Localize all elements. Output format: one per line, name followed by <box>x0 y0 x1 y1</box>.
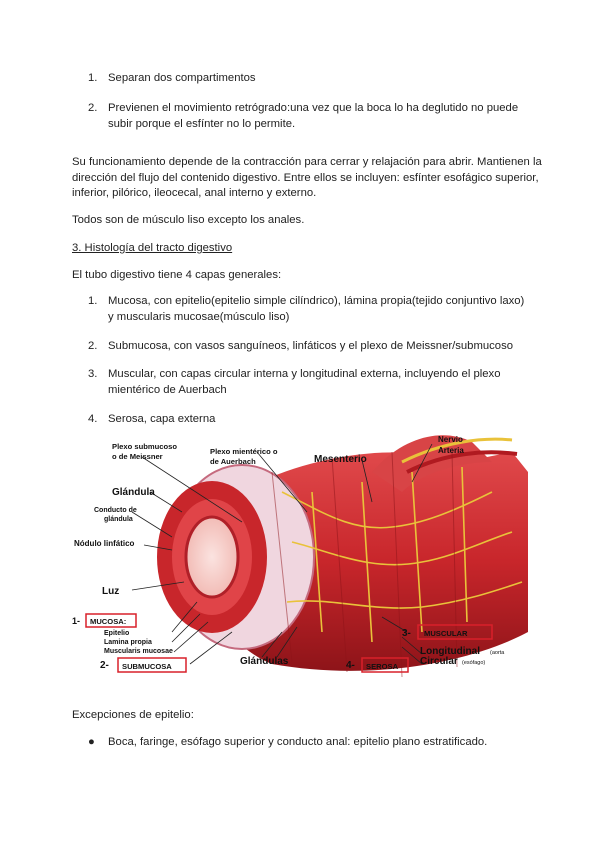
digestive-tract-figure <box>72 432 528 686</box>
label-lamina: Lamina propia <box>104 639 152 646</box>
serosa-number: 4- <box>346 660 355 671</box>
label-serosa: SEROSA <box>366 662 399 671</box>
label-plexo-mienterico-1: Plexo mientérico o <box>210 447 278 456</box>
label-mucosa: MUCOSA: <box>90 617 127 626</box>
list-text: Boca, faringe, esófago superior y conducto anal: epitelio plano estratificado. <box>108 736 488 748</box>
label-submucosa: SUBMUCOSA <box>122 662 172 671</box>
list-number: 4. <box>88 413 98 425</box>
list-number: 2. <box>88 340 98 352</box>
lumen <box>186 517 238 597</box>
label-conducto-2: glándula <box>104 516 133 523</box>
label-nervio: Nervio <box>438 435 463 444</box>
list-text: Muscular, con capas circular interna y longitudinal externa, incluyendo el plexo mientérico de Auerbach <box>108 368 501 396</box>
list-text: Previenen el movimiento retrógrado:una vez que la boca lo ha deglutido no puede subir porque el esfínter no lo permite. <box>108 102 519 130</box>
exceptions-heading: Excepciones de epitelio: <box>72 709 194 721</box>
label-glandula: Glándula <box>112 487 155 498</box>
label-plexo-submucoso-1: Plexo submucoso <box>112 442 177 451</box>
list-text: Mucosa, con epitelio(epitelio simple cilíndrico), lámina propia(tejido conjuntivo laxo) y muscularis mucosae(músculo liso) <box>108 295 525 323</box>
label-longitudinal-note: (aorta <box>490 650 505 656</box>
list-text: Separan dos compartimentos <box>108 72 256 84</box>
bullet: ● <box>88 736 95 748</box>
layers-intro: El tubo digestivo tiene 4 capas generales: <box>72 269 282 281</box>
label-arteria: Arteria <box>438 446 464 455</box>
section-heading: 3. Histología del tracto digestivo <box>72 242 233 254</box>
label-glandulas: Glándulas <box>240 656 289 667</box>
list-number: 2. <box>88 102 98 114</box>
label-plexo-submucoso-2: o de Meissner <box>112 452 163 461</box>
label-longitudinal: Longitudinal <box>420 646 480 657</box>
label-muscularis: Muscularis mucosae <box>104 648 173 655</box>
paragraph-function: Su funcionamiento depende de la contracción para cerrar y relajación para abrir. Mantienen la dirección del flujo del contenido digestivo. Entre ellos se incluyen: esfínter esofágico superior, inferior, pilórico, ileocecal, anal interno y externo. <box>72 156 542 199</box>
label-circular-note: (esófago) <box>462 660 486 666</box>
list-number: 3. <box>88 368 98 380</box>
mucosa-number: 1- <box>72 616 81 626</box>
label-circular: Circular <box>420 656 458 667</box>
list-number: 1. <box>88 72 98 84</box>
submucosa-number: 2- <box>100 660 109 671</box>
label-nodulo: Nódulo linfático <box>74 539 135 548</box>
label-mesenterio: Mesenterio <box>314 454 367 465</box>
label-conducto-1: Conducto de <box>94 507 137 514</box>
label-plexo-mienterico-2: de Auerbach <box>210 457 256 466</box>
muscular-number: 3- <box>402 628 411 639</box>
list-text: Submucosa, con vasos sanguíneos, linfáticos y el plexo de Meissner/submucoso <box>108 340 514 352</box>
paragraph-muscle: Todos son de músculo liso excepto los anales. <box>72 214 305 226</box>
label-epitelio: Epitelio <box>104 630 130 637</box>
label-muscular: MUSCULAR <box>424 629 468 638</box>
label-luz: Luz <box>102 586 120 597</box>
list-text: Serosa, capa externa <box>108 413 216 425</box>
list-number: 1. <box>88 295 98 307</box>
